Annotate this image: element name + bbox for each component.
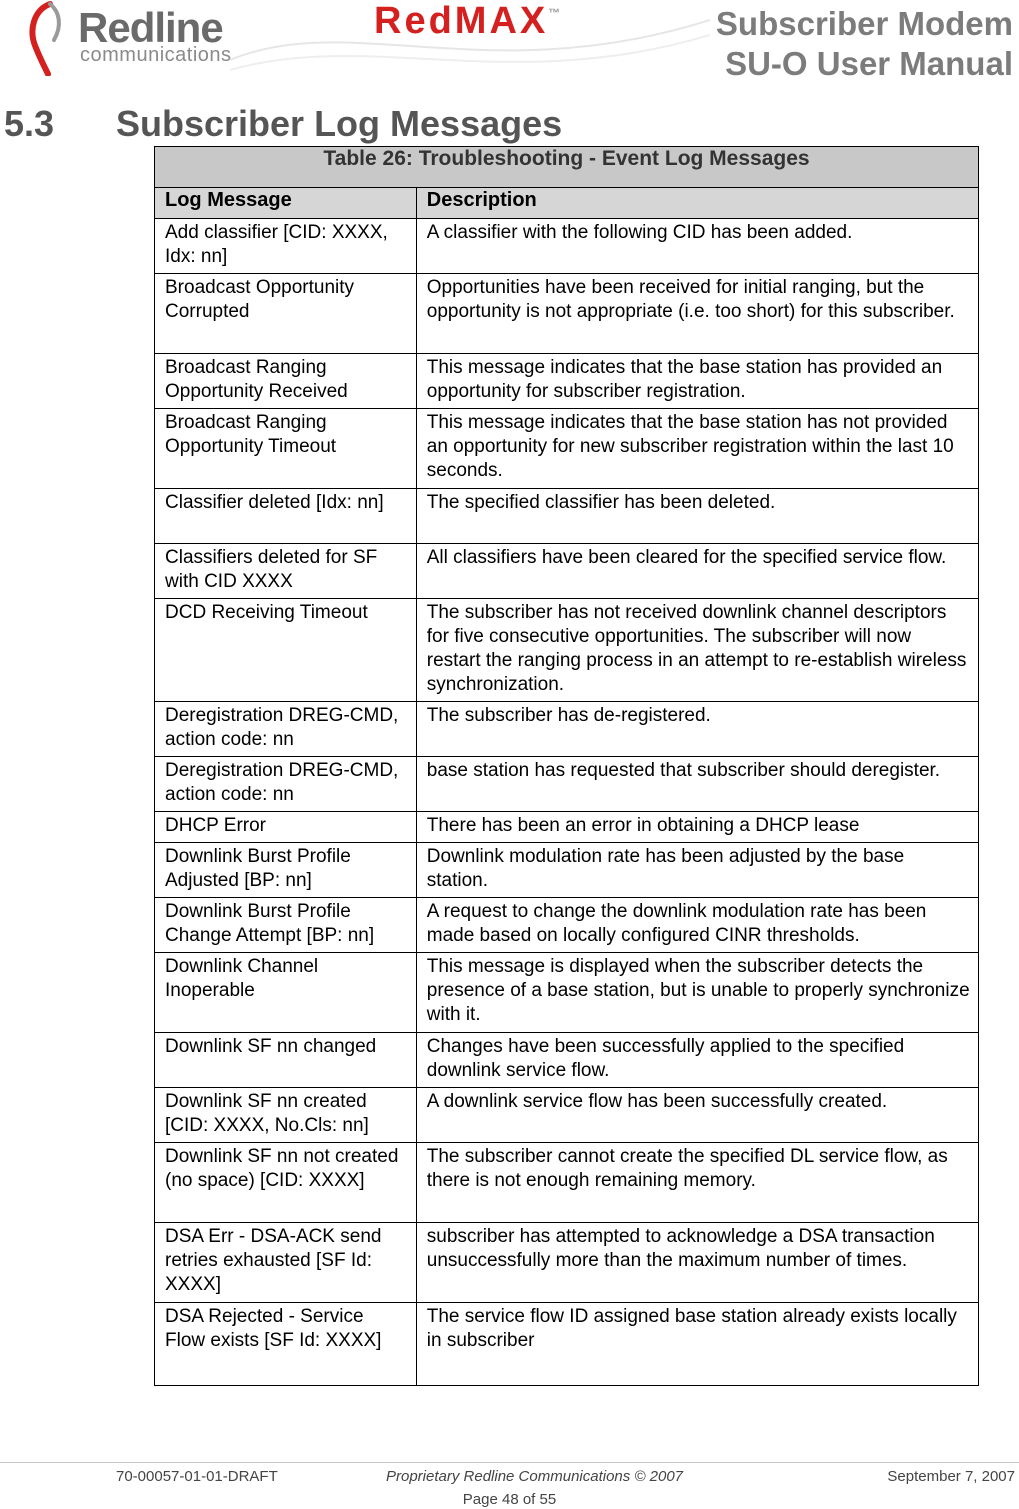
table-row [155,489,979,544]
logo-subtitle: communications [80,44,232,66]
table-row [155,544,979,599]
log-message-cell: DCD Receiving Timeout [155,599,417,702]
log-message-cell: DSA Err - DSA-ACK send retries exhausted [SF Id: XXXX] [155,1223,417,1303]
table-row [155,599,979,702]
log-message-cell: Downlink Channel Inoperable [155,953,417,1033]
description-cell: A classifier with the following CID has been added. [416,219,978,274]
column-header-log-message: Log Message [155,188,417,219]
page-header [0,0,1019,86]
description-cell: subscriber has attempted to acknowledge a DSA transaction unsuccessfully more than the maximum number of times. [416,1223,978,1303]
table-row [155,274,979,354]
document-title-line1: Subscriber Modem [715,5,1013,42]
section-number: 5.3 [4,103,55,144]
description-cell: This message is displayed when the subscriber detects the presence of a base station, but is unable to properly synchronize with it. [416,953,978,1033]
redline-logo-icon [26,0,66,76]
log-message-cell: Classifiers deleted for SF with CID XXXX [155,544,417,599]
table-row [155,953,979,1033]
table-caption-row [155,147,979,188]
footer-date: September 7, 2007 [887,1468,1015,1485]
description-cell: This message indicates that the base station has provided an opportunity for subscriber registration. [416,354,978,409]
footer-page-number: Page 48 of 55 [462,1491,557,1508]
table-row [155,1303,979,1386]
table-caption-separator: : [405,147,419,170]
column-header-description: Description [416,188,978,219]
description-cell: All classifiers have been cleared for the specified service flow. [416,544,978,599]
section-title: Subscriber Log Messages [116,103,563,144]
log-message-cell: Broadcast Ranging Opportunity Received [155,354,417,409]
table-caption-title: Troubleshooting - Event Log Messages [418,147,810,170]
document-title [716,4,1013,84]
table-row [155,354,979,409]
description-cell: A request to change the downlink modulation rate has been made based on locally configured CINR thresholds. [416,898,978,953]
product-name [374,0,560,43]
document-title-line2: SU-O User Manual [725,45,1013,82]
description-cell: A downlink service flow has been successfully created. [416,1088,978,1143]
description-cell: The specified classifier has been deleted. [416,489,978,544]
table-row [155,898,979,953]
redline-logo [26,0,246,80]
table-caption [155,147,979,188]
log-message-cell: Downlink SF nn not created (no space) [CID: XXXX] [155,1143,417,1223]
description-cell: This message indicates that the base station has not provided an opportunity for new subscriber registration within the last 10 seconds. [416,409,978,489]
product-name-red: Red [374,0,455,42]
trademark-symbol: ™ [548,6,561,20]
description-cell: There has been an error in obtaining a DHCP lease [416,812,978,843]
description-cell: The service flow ID assigned base station already exists locally in subscriber [416,1303,978,1386]
table-row [155,757,979,812]
table-row [155,219,979,274]
section-heading [4,103,562,145]
table-row [155,1033,979,1088]
description-cell: Downlink modulation rate has been adjusted by the base station. [416,843,978,898]
logo-wordmark: Redline [78,4,223,51]
log-message-cell: Downlink Burst Profile Change Attempt [BP: nn] [155,898,417,953]
log-message-cell: Downlink Burst Profile Adjusted [BP: nn] [155,843,417,898]
description-cell: Opportunities have been received for initial ranging, but the opportunity is not appropriate (i.e. too short) for this subscriber. [416,274,978,354]
table-row [155,812,979,843]
log-message-cell: Deregistration DREG-CMD, action code: nn [155,757,417,812]
event-log-table [154,146,979,1386]
log-message-cell: Downlink SF nn created [CID: XXXX, No.Cls: nn] [155,1088,417,1143]
table-row [155,843,979,898]
table-row [155,1223,979,1303]
log-message-cell: Downlink SF nn changed [155,1033,417,1088]
description-cell: The subscriber cannot create the specified DL service flow, as there is not enough remaining memory. [416,1143,978,1223]
log-message-cell: DHCP Error [155,812,417,843]
table-row [155,1088,979,1143]
table-row [155,702,979,757]
log-message-cell: Classifier deleted [Idx: nn] [155,489,417,544]
description-cell: The subscriber has de-registered. [416,702,978,757]
footer-divider [0,1462,1019,1463]
log-message-cell: DSA Rejected - Service Flow exists [SF Id: XXXX] [155,1303,417,1386]
description-cell: Changes have been successfully applied to the specified downlink service flow. [416,1033,978,1088]
log-message-cell: Add classifier [CID: XXXX, Idx: nn] [155,219,417,274]
log-message-cell: Broadcast Opportunity Corrupted [155,274,417,354]
log-message-cell: Deregistration DREG-CMD, action code: nn [155,702,417,757]
log-message-cell: Broadcast Ranging Opportunity Timeout [155,409,417,489]
table-header-row [155,188,979,219]
description-cell: The subscriber has not received downlink channel descriptors for five consecutive opportunities. The subscriber will now restart the ranging process in an attempt to re-establish wireless synchronization. [416,599,978,702]
table-row [155,409,979,489]
product-name-max: MAX [454,0,549,42]
description-cell: base station has requested that subscriber should deregister. [416,757,978,812]
footer-copyright: Proprietary Redline Communications © 2007 [386,1468,684,1485]
table-caption-number: Table 26 [323,147,406,170]
table-body [155,219,979,1386]
table-row [155,1143,979,1223]
footer-doc-number: 70-00057-01-01-DRAFT [116,1468,278,1485]
